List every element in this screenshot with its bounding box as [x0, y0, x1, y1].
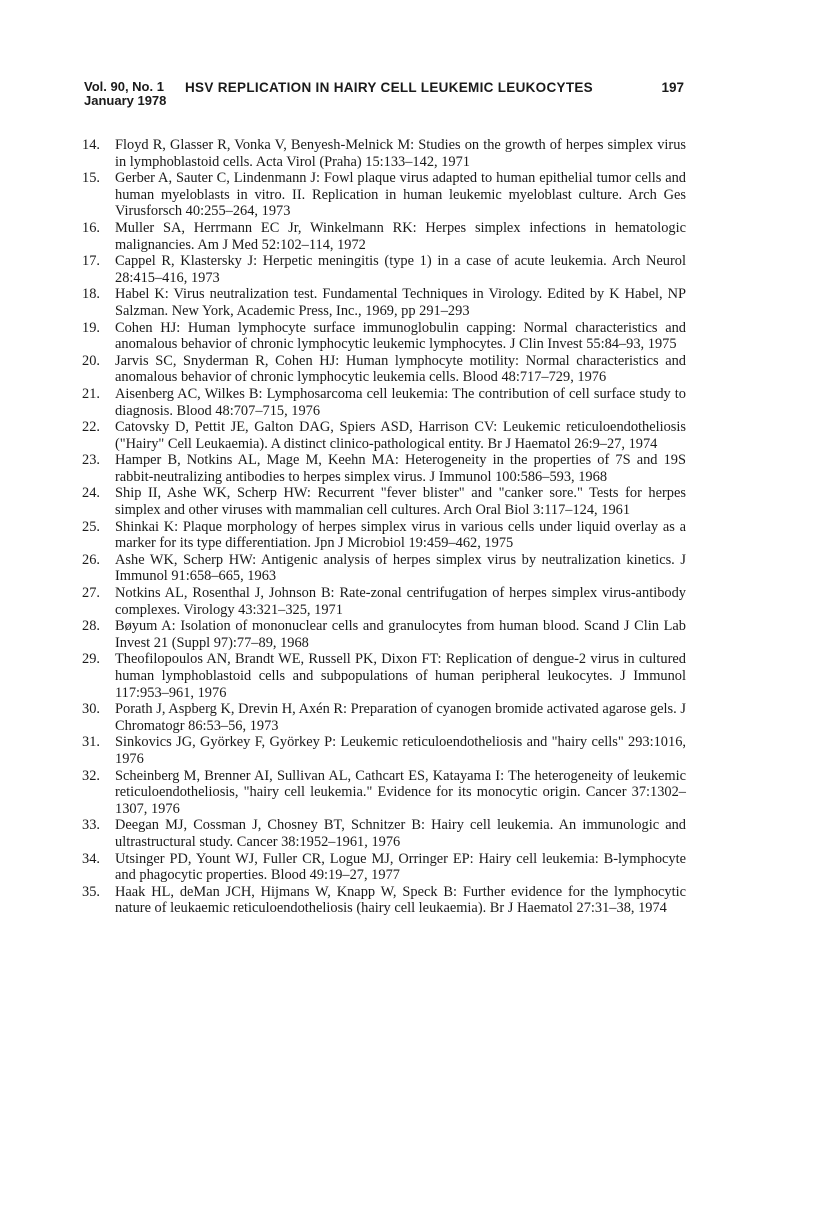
- page-number: 197: [661, 80, 684, 95]
- reference-number: 29.: [82, 651, 100, 668]
- reference-item: [82, 701, 686, 734]
- reference-text: Deegan MJ, Cossman J, Chosney BT, Schnitzer B: Hairy cell leukemia. An immunologic and ultrastructural study. Cancer 38:1952–1961, 1976: [115, 817, 686, 850]
- reference-item: [82, 320, 686, 353]
- reference-item: [82, 884, 686, 917]
- reference-number: 27.: [82, 585, 100, 602]
- reference-text: Muller SA, Herrmann EC Jr, Winkelmann RK: Herpes simplex infections in hematologic malignancies. Am J Med 52:102–114, 1972: [115, 219, 686, 253]
- reference-text: Gerber A, Sauter C, Lindenmann J: Fowl plaque virus adapted to human epithelial tumor cells and human myeloblasts in vitro. II. Replication in human leukemic myeloblast culture. Arch Ges Virusforsch 40:255–264, 1973: [115, 170, 686, 220]
- reference-number: 35.: [82, 883, 100, 900]
- reference-text: Hamper B, Notkins AL, Mage M, Keehn MA: Heterogeneity in the properties of 7S and 19S rabbit-neutralizing antibodies to herpes simplex virus. J Immunol 100:586–593, 1968: [115, 452, 686, 485]
- reference-item: [82, 817, 686, 850]
- reference-item: [82, 485, 686, 518]
- reference-text: Habel K: Virus neutralization test. Fundamental Techniques in Virology. Edited by K Habel, NP Salzman. New York, Academic Press, Inc., 1969, pp 291–293: [115, 286, 686, 319]
- reference-number: 17.: [82, 253, 100, 270]
- reference-text: Theofilopoulos AN, Brandt WE, Russell PK, Dixon FT: Replication of dengue-2 virus in cultured human lymphoblastoid cells and subpopulations of human peripheral leukocytes. J Immunol 117:953–961, 1976: [115, 651, 686, 701]
- reference-number: 34.: [82, 850, 100, 867]
- reference-text: Cappel R, Klastersky J: Herpetic meningitis (type 1) in a case of acute leukemia. Arch Neurol 28:415–416, 1973: [115, 253, 686, 286]
- reference-number: 16.: [82, 219, 100, 236]
- reference-item: [82, 386, 686, 419]
- reference-text: Floyd R, Glasser R, Vonka V, Benyesh-Melnick M: Studies on the growth of herpes simplex virus in lymphoblastoid cells. Acta Virol (Praha) 15:133–142, 1971: [115, 137, 686, 170]
- reference-item: [82, 286, 686, 319]
- reference-text: Shinkai K: Plaque morphology of herpes simplex virus in various cells under liquid overlay as a marker for its type differentiation. Jpn J Microbiol 19:459–462, 1975: [115, 518, 686, 552]
- reference-number: 26.: [82, 551, 100, 568]
- reference-number: 31.: [82, 734, 100, 751]
- reference-item: [82, 768, 686, 818]
- reference-item: [82, 253, 686, 286]
- volume-issue: Vol. 90, No. 1: [84, 79, 164, 94]
- reference-item: [82, 419, 686, 452]
- reference-item: [82, 137, 686, 170]
- running-header: [84, 80, 684, 112]
- reference-number: 33.: [82, 817, 100, 834]
- reference-text: Ship II, Ashe WK, Scherp HW: Recurrent "fever blister" and "canker sore." Tests for herpes simplex and other viruses with mammalian cell cultures. Arch Oral Biol 3:117–124, 1961: [115, 485, 686, 519]
- reference-number: 14.: [82, 137, 100, 153]
- reference-item: [82, 353, 686, 386]
- reference-text: Aisenberg AC, Wilkes B: Lymphosarcoma cell leukemia: The contribution of cell surface study to diagnosis. Blood 48:707–715, 1976: [115, 385, 686, 419]
- reference-item: [82, 618, 686, 651]
- reference-number: 23.: [82, 452, 100, 469]
- reference-number: 20.: [82, 352, 100, 369]
- reference-number: 15.: [82, 170, 100, 187]
- reference-list: [82, 137, 686, 917]
- running-title: HSV REPLICATION IN HAIRY CELL LEUKEMIC LEUKOCYTES: [185, 80, 593, 95]
- reference-text: Haak HL, deMan JCH, Hijmans W, Knapp W, Speck B: Further evidence for the lymphocytic nature of leukaemic reticuloendotheliosis (hairy cell leukaemia). Br J Haematol 27:31–38, 1974: [115, 883, 686, 917]
- reference-number: 32.: [82, 767, 100, 784]
- reference-item: [82, 452, 686, 485]
- reference-item: [82, 851, 686, 884]
- reference-text: Jarvis SC, Snyderman R, Cohen HJ: Human lymphocyte motility: Normal characteristics and anomalous behavior of chronic lymphocytic leukemia cells. Blood 48:717–729, 1976: [115, 352, 686, 386]
- reference-item: [82, 651, 686, 701]
- reference-item: [82, 734, 686, 767]
- reference-text: Scheinberg M, Brenner AI, Sullivan AL, Cathcart ES, Katayama I: The heterogeneity of leukemic reticuloendotheliosis, "hairy cell leukemia." Evidence for its monocytic origin. Cancer 37:1302–1307, 1976: [115, 767, 686, 817]
- reference-text: Utsinger PD, Yount WJ, Fuller CR, Logue MJ, Orringer EP: Hairy cell leukemia: B-lymphocyte and phagocytic properties. Blood 49:19–27, 1977: [115, 850, 686, 884]
- reference-item: [82, 585, 686, 618]
- reference-text: Ashe WK, Scherp HW: Antigenic analysis of herpes simplex virus by neutralization kinetics. J Immunol 91:658–665, 1963: [115, 551, 686, 585]
- reference-number: 18.: [82, 286, 100, 303]
- reference-text: Catovsky D, Pettit JE, Galton DAG, Spiers ASD, Harrison CV: Leukemic reticuloendotheliosis ("Hairy" Cell Leukaemia). A distinct clinico-pathological entity. Br J Haematol 26:9–27, 1974: [115, 419, 686, 452]
- reference-item: [82, 552, 686, 585]
- reference-item: [82, 519, 686, 552]
- reference-item: [82, 170, 686, 220]
- reference-number: 21.: [82, 385, 100, 402]
- reference-text: Sinkovics JG, Györkey F, Györkey P: Leukemic reticuloendotheliosis and "hairy cells" 293:1016, 1976: [115, 734, 686, 767]
- reference-number: 30.: [82, 701, 100, 718]
- reference-number: 22.: [82, 419, 100, 436]
- reference-item: [82, 220, 686, 253]
- reference-text: Bøyum A: Isolation of mononuclear cells and granulocytes from human blood. Scand J Clin Lab Invest 21 (Suppl 97):77–89, 1968: [115, 618, 686, 651]
- reference-number: 19.: [82, 319, 100, 336]
- reference-text: Notkins AL, Rosenthal J, Johnson B: Rate-zonal centrifugation of herpes simplex virus-antibody complexes. Virology 43:321–325, 1971: [115, 585, 686, 618]
- reference-number: 25.: [82, 518, 100, 535]
- reference-text: Porath J, Aspberg K, Drevin H, Axén R: Preparation of cyanogen bromide activated agarose gels. J Chromatogr 86:53–56, 1973: [115, 701, 686, 734]
- reference-number: 24.: [82, 485, 100, 502]
- reference-number: 28.: [82, 618, 100, 635]
- issue-date: January 1978: [84, 93, 167, 108]
- reference-text: Cohen HJ: Human lymphocyte surface immunoglobulin capping: Normal characteristics and anomalous behavior of chronic lymphocytic leukemic lymphocytes. J Clin Invest 55:84–93, 1975: [115, 319, 686, 353]
